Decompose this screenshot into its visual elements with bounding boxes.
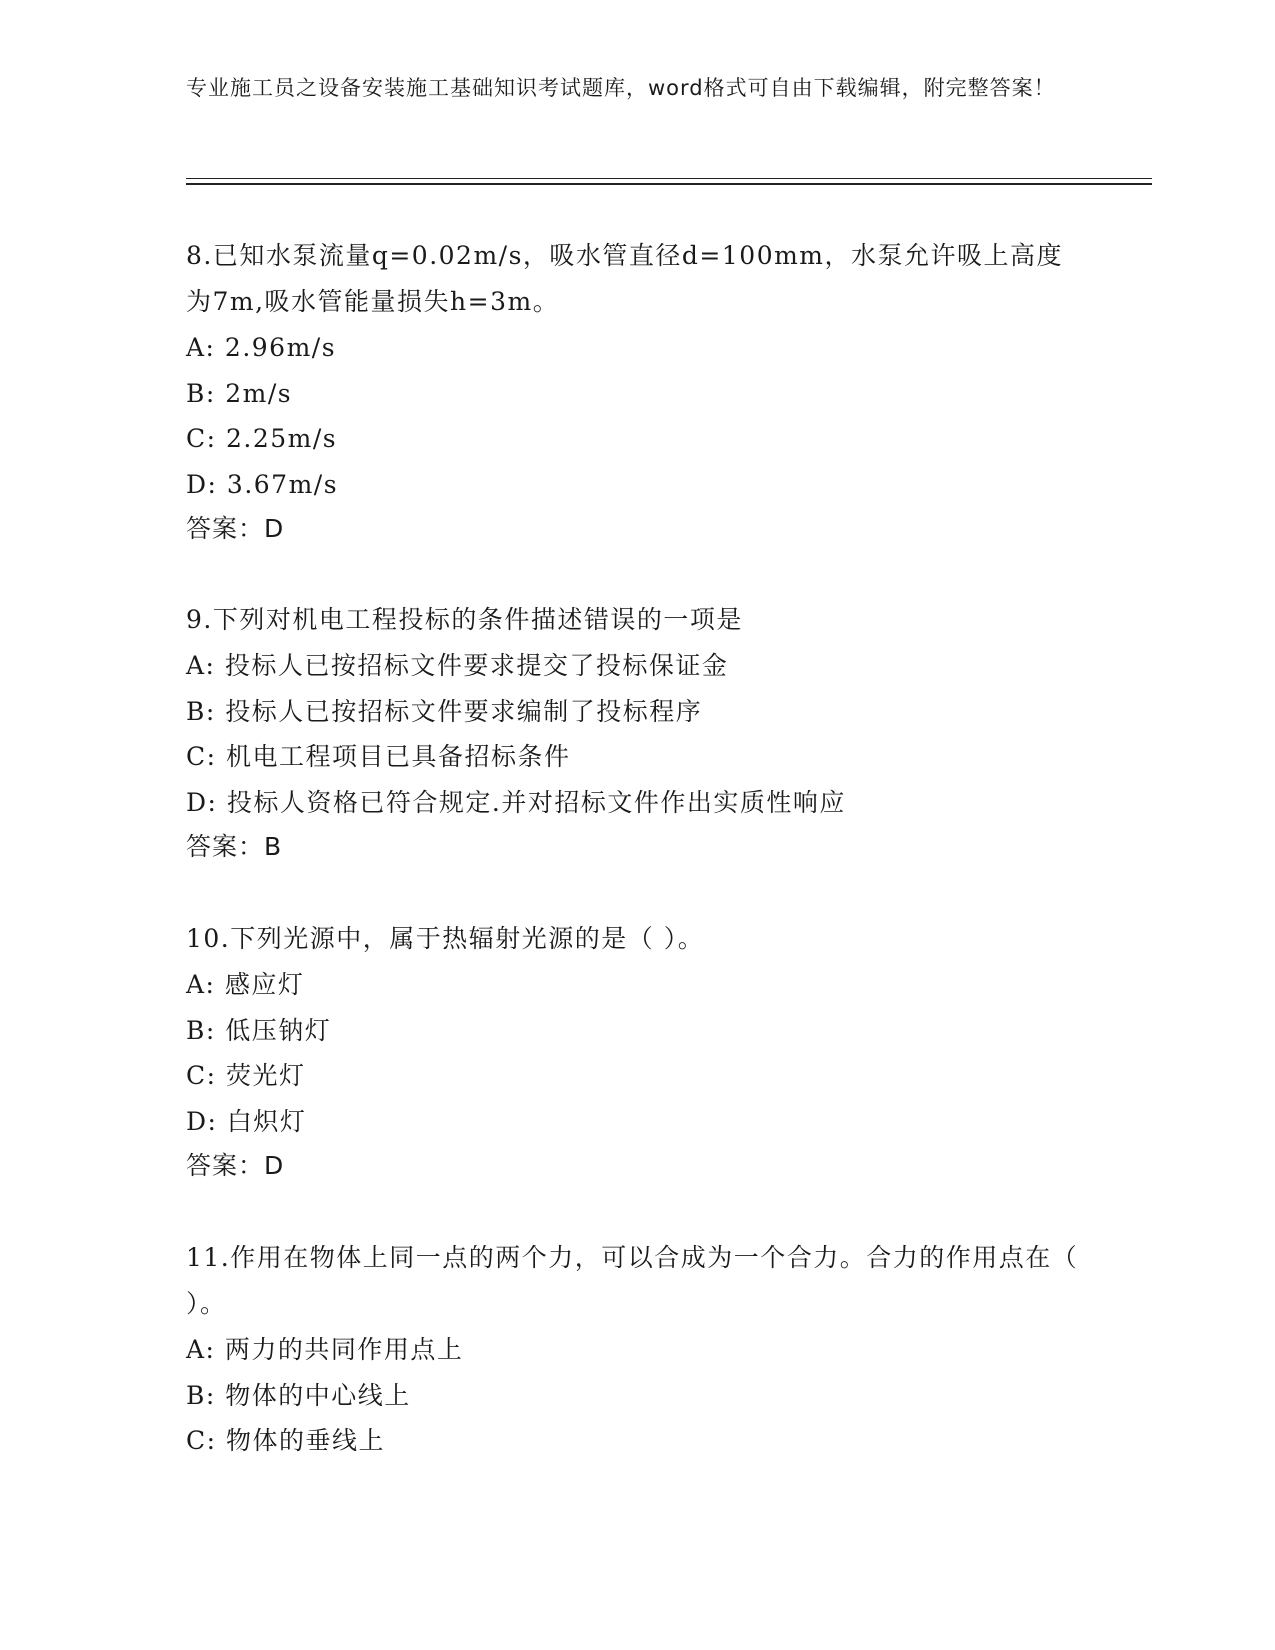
option-c: C: 2.25m/s <box>186 424 338 453</box>
option-d: D: 白炽灯 <box>186 1106 307 1136</box>
question-10 <box>186 916 1086 1188</box>
header-divider-top <box>186 178 1152 179</box>
option-d: D: 投标人资格已符合规定.并对招标文件作出实质性响应 <box>186 787 846 817</box>
answer: 答案：B <box>186 832 283 861</box>
document-header: 专业施工员之设备安装施工基础知识考试题库，word格式可自由下载编辑，附完整答案！ <box>186 76 1056 100</box>
question-stem: 8.已知水泵流量q=0.02m/s，吸水管直径d=100mm，水泵允许吸上高度为7m,吸水管能量损失h=3m。 <box>186 241 1064 316</box>
question-11 <box>186 1235 1086 1464</box>
question-9 <box>186 597 1086 869</box>
header-divider-bottom <box>186 183 1152 185</box>
option-a: A: 感应灯 <box>186 970 305 999</box>
option-b: B: 物体的中心线上 <box>186 1380 411 1410</box>
option-d: D: 3.67m/s <box>186 469 339 499</box>
question-8 <box>186 233 1086 551</box>
answer: 答案：D <box>186 514 285 543</box>
option-a: A: 两力的共同作用点上 <box>186 1335 464 1364</box>
option-c: C: 物体的垂线上 <box>186 1426 385 1455</box>
question-stem: 11.作用在物体上同一点的两个力，可以合成为一个合力。合力的作用点在（ ）。 <box>186 1243 1079 1318</box>
option-b: B: 低压钠灯 <box>186 1015 332 1045</box>
option-a: A: 投标人已按招标文件要求提交了投标保证金 <box>186 651 729 680</box>
answer: 答案：D <box>186 1151 285 1180</box>
option-b: B: 2m/s <box>186 378 293 408</box>
question-stem: 9.下列对机电工程投标的条件描述错误的一项是 <box>186 605 743 634</box>
option-a: A: 2.96m/s <box>186 333 337 362</box>
question-stem: 10.下列光源中，属于热辐射光源的是（ ）。 <box>186 924 705 953</box>
option-b: B: 投标人已按招标文件要求编制了投标程序 <box>186 696 703 726</box>
option-c: C: 机电工程项目已具备招标条件 <box>186 742 571 771</box>
option-c: C: 荧光灯 <box>186 1061 306 1090</box>
